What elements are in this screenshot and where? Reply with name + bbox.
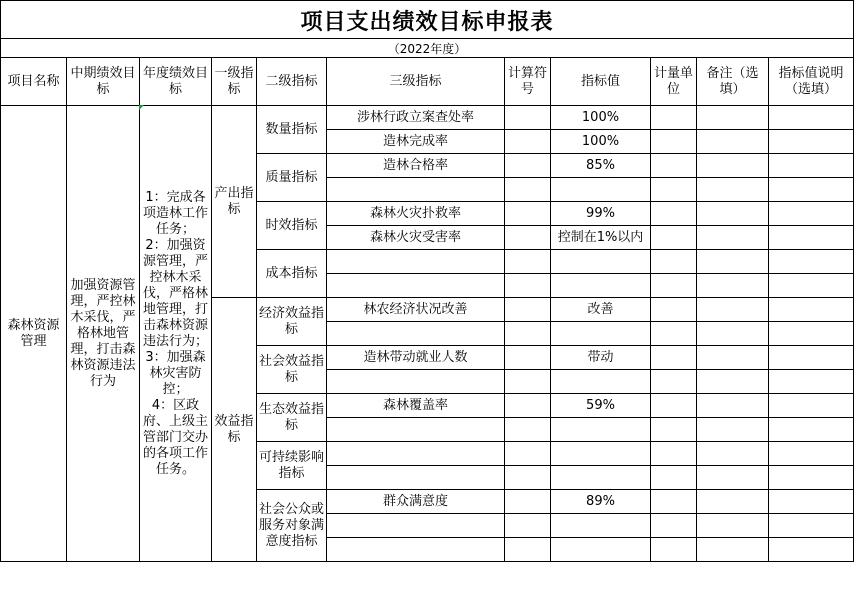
header-level2: 二级指标 <box>257 58 327 106</box>
remark-cell <box>697 274 769 298</box>
header-unit: 计量单位 <box>651 58 697 106</box>
level2-ecological: 生态效益指标 <box>257 394 327 442</box>
indicator-value <box>551 442 651 466</box>
calc-symbol-cell <box>505 346 551 370</box>
remark-cell <box>697 106 769 130</box>
unit-cell <box>651 178 697 202</box>
indicator-name <box>327 250 505 274</box>
indicator-value <box>551 418 651 442</box>
desc-cell <box>769 178 854 202</box>
year-goal-cell <box>140 106 212 562</box>
calc-symbol-cell <box>505 490 551 514</box>
desc-cell <box>769 442 854 466</box>
desc-cell <box>769 370 854 394</box>
header-value: 指标值 <box>551 58 651 106</box>
remark-cell <box>697 250 769 274</box>
comment-marker-icon <box>139 105 144 110</box>
indicator-value: 带动 <box>551 346 651 370</box>
unit-cell <box>651 442 697 466</box>
level2-social: 社会效益指标 <box>257 346 327 394</box>
calc-symbol-cell <box>505 466 551 490</box>
indicator-name: 群众满意度 <box>327 490 505 514</box>
level2-cost: 成本指标 <box>257 250 327 298</box>
indicator-name <box>327 274 505 298</box>
remark-cell <box>697 226 769 250</box>
desc-cell <box>769 346 854 370</box>
desc-cell <box>769 298 854 322</box>
header-calc-symbol: 计算符号 <box>505 58 551 106</box>
unit-cell <box>651 346 697 370</box>
indicator-name: 涉林行政立案查处率 <box>327 106 505 130</box>
header-project-name: 项目名称 <box>1 58 67 106</box>
remark-cell <box>697 322 769 346</box>
calc-symbol-cell <box>505 154 551 178</box>
desc-cell <box>769 514 854 538</box>
calc-symbol-cell <box>505 130 551 154</box>
desc-cell <box>769 394 854 418</box>
unit-cell <box>651 370 697 394</box>
remark-cell <box>697 514 769 538</box>
calc-symbol-cell <box>505 418 551 442</box>
desc-cell <box>769 274 854 298</box>
desc-cell <box>769 130 854 154</box>
level1-output: 产出指标 <box>212 106 257 298</box>
indicator-value: 控制在1%以内 <box>551 226 651 250</box>
indicator-name <box>327 370 505 394</box>
remark-cell <box>697 298 769 322</box>
desc-cell <box>769 538 854 562</box>
desc-cell <box>769 322 854 346</box>
indicator-name: 森林火灾扑救率 <box>327 202 505 226</box>
calc-symbol-cell <box>505 178 551 202</box>
desc-cell <box>769 106 854 130</box>
unit-cell <box>651 154 697 178</box>
calc-symbol-cell <box>505 274 551 298</box>
unit-cell <box>651 466 697 490</box>
remark-cell <box>697 130 769 154</box>
indicator-value <box>551 514 651 538</box>
indicator-value: 89% <box>551 490 651 514</box>
level2-satisfaction: 社会公众或服务对象满意度指标 <box>257 490 327 562</box>
indicator-value <box>551 538 651 562</box>
calc-symbol-cell <box>505 202 551 226</box>
indicator-name: 森林火灾受害率 <box>327 226 505 250</box>
level1-benefit: 效益指标 <box>212 298 257 562</box>
indicator-value <box>551 466 651 490</box>
desc-cell <box>769 202 854 226</box>
level2-economic: 经济效益指标 <box>257 298 327 346</box>
remark-cell <box>697 442 769 466</box>
indicator-name <box>327 442 505 466</box>
calc-symbol-cell <box>505 442 551 466</box>
indicator-name <box>327 538 505 562</box>
unit-cell <box>651 490 697 514</box>
calc-symbol-cell <box>505 226 551 250</box>
desc-cell <box>769 490 854 514</box>
indicator-name: 造林完成率 <box>327 130 505 154</box>
calc-symbol-cell <box>505 370 551 394</box>
indicator-name: 森林覆盖率 <box>327 394 505 418</box>
remark-cell <box>697 346 769 370</box>
desc-cell <box>769 250 854 274</box>
indicator-name <box>327 418 505 442</box>
desc-cell <box>769 226 854 250</box>
remark-cell <box>697 370 769 394</box>
unit-cell <box>651 538 697 562</box>
header-row <box>1 58 854 106</box>
indicator-value <box>551 178 651 202</box>
calc-symbol-cell <box>505 394 551 418</box>
remark-cell <box>697 178 769 202</box>
header-desc: 指标值说明（选填） <box>769 58 854 106</box>
indicator-value <box>551 370 651 394</box>
remark-cell <box>697 418 769 442</box>
indicator-name <box>327 178 505 202</box>
level2-sustainable: 可持续影响指标 <box>257 442 327 490</box>
header-mid-goal: 中期绩效目标 <box>67 58 140 106</box>
calc-symbol-cell <box>505 298 551 322</box>
remark-cell <box>697 466 769 490</box>
indicator-value: 100% <box>551 130 651 154</box>
indicator-value: 100% <box>551 106 651 130</box>
level2-quality: 质量指标 <box>257 154 327 202</box>
year-goal-text: 1：完成各项造林工作任务； 2：加强资源管理，严控林木采伐，严格林地管理，打击森林资源违法行为； 3：加强森林灾害防控； 4：区政府、上级主管部门交办的各项工作任务。 <box>142 189 208 477</box>
indicator-name: 造林合格率 <box>327 154 505 178</box>
unit-cell <box>651 106 697 130</box>
header-level3: 三级指标 <box>327 58 505 106</box>
indicator-name: 造林带动就业人数 <box>327 346 505 370</box>
unit-cell <box>651 130 697 154</box>
unit-cell <box>651 514 697 538</box>
calc-symbol-cell <box>505 250 551 274</box>
form-title: 项目支出绩效目标申报表 <box>0 0 854 39</box>
level2-quantity: 数量指标 <box>257 106 327 154</box>
indicator-value <box>551 250 651 274</box>
calc-symbol-cell <box>505 514 551 538</box>
indicator-value <box>551 322 651 346</box>
indicator-value: 85% <box>551 154 651 178</box>
unit-cell <box>651 418 697 442</box>
calc-symbol-cell <box>505 106 551 130</box>
form-year: （2022年度） <box>0 38 854 57</box>
desc-cell <box>769 466 854 490</box>
remark-cell <box>697 202 769 226</box>
indicator-value: 99% <box>551 202 651 226</box>
calc-symbol-cell <box>505 538 551 562</box>
mid-goal-cell: 加强资源管理，严控林木采伐，严格林地管理，打击森林资源违法行为 <box>67 106 140 562</box>
indicator-value: 59% <box>551 394 651 418</box>
unit-cell <box>651 226 697 250</box>
indicator-value: 改善 <box>551 298 651 322</box>
project-name-cell: 森林资源管理 <box>1 106 67 562</box>
remark-cell <box>697 538 769 562</box>
indicator-name <box>327 514 505 538</box>
unit-cell <box>651 250 697 274</box>
calc-symbol-cell <box>505 322 551 346</box>
remark-cell <box>697 490 769 514</box>
remark-cell <box>697 154 769 178</box>
unit-cell <box>651 298 697 322</box>
indicator-name <box>327 466 505 490</box>
header-year-goal: 年度绩效目标 <box>140 58 212 106</box>
remark-cell <box>697 394 769 418</box>
unit-cell <box>651 274 697 298</box>
unit-cell <box>651 322 697 346</box>
desc-cell <box>769 418 854 442</box>
indicator-value <box>551 274 651 298</box>
level2-timeliness: 时效指标 <box>257 202 327 250</box>
indicator-table <box>0 57 854 562</box>
table-row <box>1 106 854 130</box>
unit-cell <box>651 394 697 418</box>
indicator-name <box>327 322 505 346</box>
indicator-name: 林农经济状况改善 <box>327 298 505 322</box>
header-level1: 一级指标 <box>212 58 257 106</box>
desc-cell <box>769 154 854 178</box>
unit-cell <box>651 202 697 226</box>
header-remark: 备注（选填） <box>697 58 769 106</box>
